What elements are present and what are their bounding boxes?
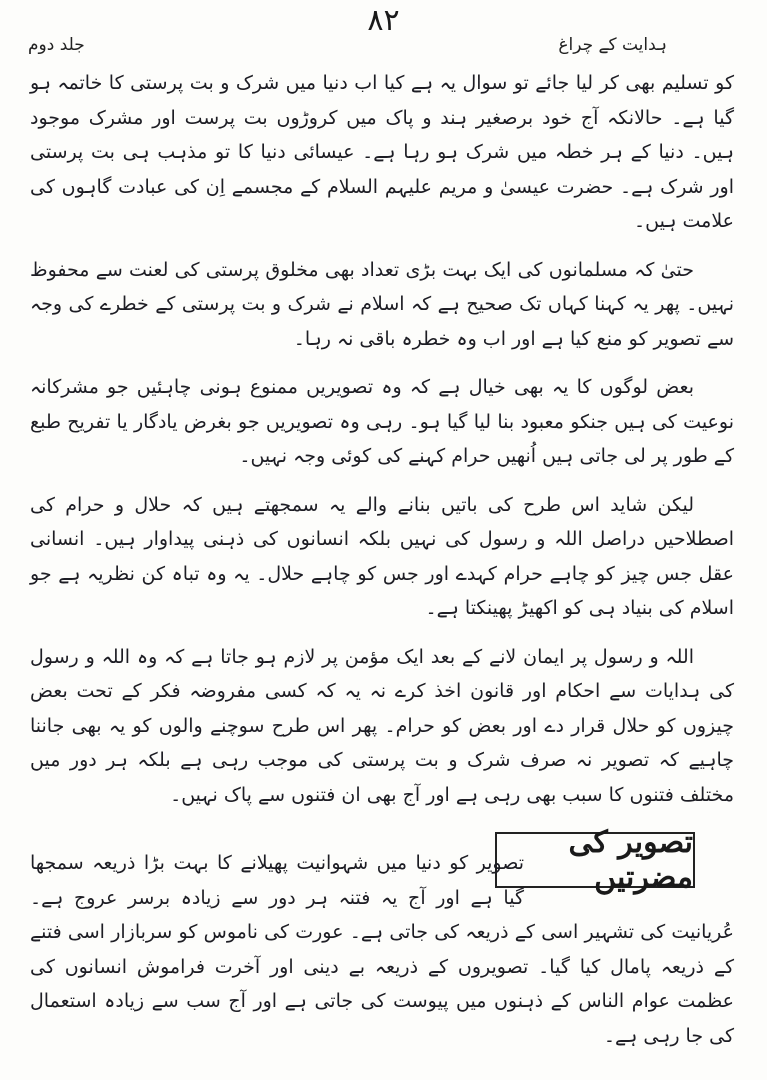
body-text — [30, 66, 734, 826]
section-paragraph: تصویر کو دنیا میں شہوانیت پھیلانے کا بہت بڑا ذریعہ سمجھا گیا ہے اور آج یہ فتنہ ہر دور سے زیادہ برسر عروج ہے۔ عُریانیت کی تشہیر اسی کے ذریعہ کی جاتی ہے۔ عورت کی ناموس کو سربازار اسی فتنے کے ذریعہ پامال کیا گیا۔ تصویروں کے ذریعہ بے دینی اور آخرت فراموش انسانوں کی عظمت عوام الناس کے ذہنوں میں پیوست کی جاتی ہے اور آج سب سے زیادہ استعمال کی جا رہی ہے۔ — [30, 852, 734, 1047]
paragraph: کو تسلیم بھی کر لیا جائے تو سوال یہ ہے کیا اب دنیا میں شرک و بت پرستی کا خاتمہ ہو گیا ہے۔ حالانکہ آج خود برصغیر ہند و پاک میں کروڑوں بت پرست اور مشرک موجود ہیں۔ دنیا کے ہر خطہ میں شرک ہو رہا ہے۔ عیسائی دنیا کا تو مذہب ہی بت پرستی اور شرک ہے۔ حضرت عیسیٰ و مریم علیہم السلام کے مجسمے اِن کی عبادت گاہوں کی علامت ہیں۔ — [30, 72, 734, 232]
page-number: ۸۲ — [367, 3, 400, 38]
paragraph: حتیٰ کہ مسلمانوں کی ایک بہت بڑی تعداد بھی مخلوق پرستی کی لعنت سے محفوظ نہیں۔ پھر یہ کہنا کہاں تک صحیح ہے کہ اسلام نے شرک و بت پرستی کے خطرے کی وجہ سے تصویر کو منع کیا ہے اور اب وہ خطرہ باقی نہ رہا۔ — [30, 258, 734, 350]
section-body — [30, 846, 734, 1053]
running-head-volume: جلد دوم — [28, 35, 85, 55]
heading-spacer — [524, 846, 734, 894]
paragraph: اللہ و رسول پر ایمان لانے کے بعد ایک مؤمن پر لازم ہو جاتا ہے کہ وہ اللہ و رسول کی ہدایات سے احکام اور قانون اخذ کرے نہ یہ کہ کسی مفروضہ فکر کے تحت بعض چیزوں کو حلال قرار دے اور بعض کو حرام۔ پھر اس طرح سوچنے والوں کو یہ بھی جاننا چاہیے کہ تصویر نہ صرف شرک و بت پرستی کی موجب رہی ہے بلکہ ہر دور میں مختلف فتنوں کا سبب بھی رہی ہے اور آج بھی ان فتنوں سے پاک نہیں۔ — [30, 645, 734, 806]
running-head-book-title: ہدایت کے چراغ — [558, 35, 667, 55]
paragraph: لیکن شاید اس طرح کی باتیں بنانے والے یہ سمجھتے ہیں کہ حلال و حرام کی اصطلاحیں دراصل اللہ و رسول کی نہیں بلکہ انسانوں کی ذہنی پیداوار ہیں۔ انسانی عقل جس چیز کو چاہے حرام کہدے اور جس کو چاہے حلال۔ یہ وہ تباہ کن نظریہ ہے جو اسلام کی بنیاد ہی کو اکھیڑ پھینکتا ہے۔ — [30, 493, 734, 619]
section-heading: تصویر کی مضرتیں — [495, 832, 695, 888]
paragraph: بعض لوگوں کا یہ بھی خیال ہے کہ وہ تصویریں ممنوع ہونی چاہئیں جو مشرکانہ نوعیت کی ہیں جنکو معبود بنا لیا گیا ہو۔ رہی وہ تصویریں جو بغرض یادگار یا تفریح طبع کے طور پر لی جاتی ہیں اُنھیں حرام کہنے کی کوئی وجہ نہیں۔ — [30, 376, 734, 467]
